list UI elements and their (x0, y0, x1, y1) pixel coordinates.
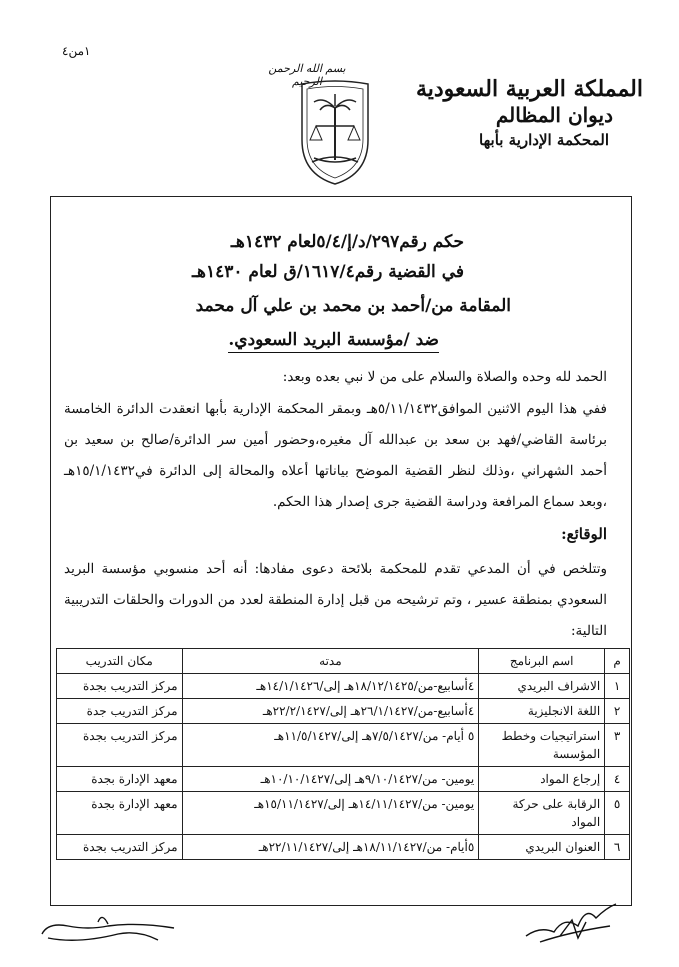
row-duration: ٥أيام- من/١٨/١١/١٤٢٧هـ إلى/٢٢/١١/١٤٢٧هـ (182, 835, 479, 860)
row-number: ١ (605, 674, 630, 699)
row-program: اللغة الانجليزية (479, 699, 605, 724)
judgment-number: حكم رقم٢٩٧/د/إ/٥/٤لعام ١٤٣٢هـ (230, 232, 464, 252)
case-number: في القضية رقم١٦١٧/٤/ق لعام ١٤٣٠هـ (192, 262, 464, 282)
row-place: مركز التدريب جدة (57, 699, 183, 724)
row-place: معهد الإدارة بجدة (57, 767, 183, 792)
table-row (57, 724, 630, 767)
row-program: استراتيجيات وخطط المؤسسة (479, 724, 605, 767)
signature-left-icon (38, 904, 178, 952)
court-emblem-icon (296, 78, 374, 188)
header-number: م (605, 649, 630, 674)
header-place: مكان التدريب (57, 649, 183, 674)
basmala: بسم الله الرحمن الرحيم (268, 62, 346, 88)
row-number: ٦ (605, 835, 630, 860)
signature-right-icon (520, 896, 620, 950)
row-place: معهد الإدارة بجدة (57, 792, 183, 835)
row-number: ٤ (605, 767, 630, 792)
table-row (57, 792, 630, 835)
plaintiff-line: المقامة من/أحمد بن محمد بن علي آل محمد (195, 296, 511, 316)
table-row (57, 835, 630, 860)
facts-paragraph: وتتلخص في أن المدعي تقدم للمحكمة بلائحة دعوى مفادها: أنه أحد منسوبي مؤسسة البريد السعودي بمنطقة عسير ، وتم ترشيحه من قبل إدارة المنطقة لعدد من الدورات والحلقات التدريبية التالية: (64, 561, 607, 639)
row-number: ٥ (605, 792, 630, 835)
row-duration: ٥ أيام- من/٧/٥/١٤٢٧هـ إلى/١١/٥/١٤٢٧هـ (182, 724, 479, 767)
defendant-line: ضد /مؤسسة البريد السعودي. (228, 330, 439, 353)
table-row (57, 699, 630, 724)
row-program: الاشراف البريدي (479, 674, 605, 699)
row-duration: ٤أسابيع-من/١٨/١٢/١٤٢٥هـ إلى/١٤/١/١٤٢٦هـ (182, 674, 479, 699)
row-place: مركز التدريب بجدة (57, 674, 183, 699)
row-duration: ٤أسابيع-من/٢٦/١/١٤٢٧هـ إلى/٢٢/٢/١٤٢٧هـ (182, 699, 479, 724)
table-header-row (57, 649, 630, 674)
table-row (57, 674, 630, 699)
row-number: ٢ (605, 699, 630, 724)
opening-paragraph: الحمد لله وحده والصلاة والسلام على من لا نبي بعده وبعد: (282, 369, 607, 385)
row-program: العنوان البريدي (479, 835, 605, 860)
org-name-court: المحكمة الإدارية بأبها (479, 131, 609, 149)
training-courses-table (56, 648, 630, 860)
org-name-board: ديوان المظالم (495, 103, 613, 127)
row-number: ٣ (605, 724, 630, 767)
row-program: الرقابة على حركة المواد (479, 792, 605, 835)
organization-header (413, 76, 643, 152)
row-duration: يومين- من/١٤/١١/١٤٢٧هـ إلى/١٥/١١/١٤٢٧هـ (182, 792, 479, 835)
session-paragraph: ففي هذا اليوم الاثنين الموافق٥/١١/١٤٣٢هـ وبمقر المحكمة الإدارية بأبها انعقدت الدائرة الخامسة برئاسة القاضي/فهد بن سعد بن عبدالله آل مغيره،وحضور أمين سر الدائرة/صالح بن سعيد بن أحمد الشهراني ،وذلك لنظر القضية الموضح بياناتها أعلاه والمحالة إلى الدائرة في١٥/١/١٤٣٢هـ ،وبعد سماع المرافعة ودراسة القضية جرى إصدار هذا الحكم. (64, 401, 607, 510)
row-duration: يومين- من/٩/١٠/١٤٢٧هـ إلى/١٠/١٠/١٤٢٧هـ (182, 767, 479, 792)
row-place: مركز التدريب بجدة (57, 835, 183, 860)
org-name-kingdom: المملكة العربية السعودية (415, 76, 643, 102)
row-program: إرجاع المواد (479, 767, 605, 792)
facts-title: الوقائع: (561, 525, 607, 543)
header-program: اسم البرنامج (479, 649, 605, 674)
header-duration: مدته (182, 649, 479, 674)
table-row (57, 767, 630, 792)
row-place: مركز التدريب بجدة (57, 724, 183, 767)
page-number: ١من٤ (62, 44, 91, 58)
